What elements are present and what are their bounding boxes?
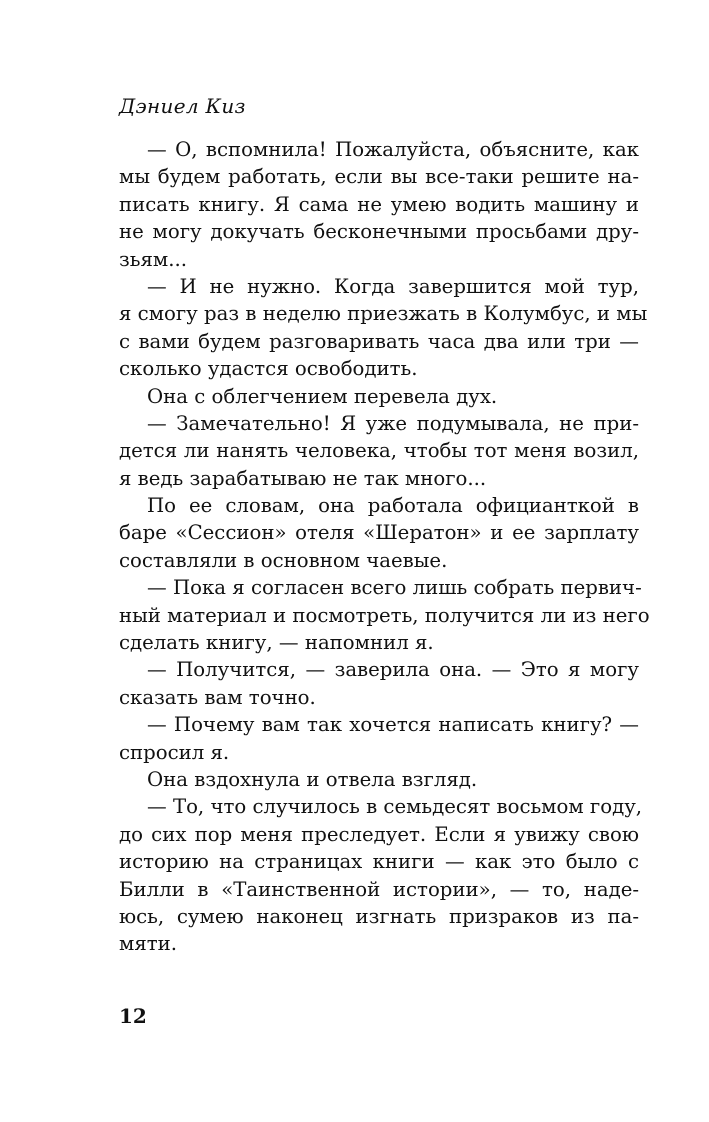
text-line: ный материал и посмотреть, получится ли из него	[119, 603, 650, 627]
text-line: — Замечательно! Я уже подумывала, не при-	[147, 411, 639, 435]
body-text	[119, 136, 650, 958]
text-line: — О, вспомнила! Пожалуйста, объясните, как	[147, 138, 639, 161]
text-line: — Получится, — заверила она. — Это я могу	[147, 658, 639, 682]
text-line: писать книгу. Я сама не умею водить машину и	[119, 192, 639, 216]
text-line: с вами будем разговаривать часа два или три —	[119, 329, 639, 353]
text-line: спросил я.	[119, 740, 230, 764]
text-line: я смогу раз в неделю приезжать в Колумбус, и мы	[119, 302, 648, 326]
text-line: Она вздохнула и отвела взгляд.	[147, 767, 478, 791]
text-line: сколько удастся освободить.	[119, 357, 418, 381]
text-line: юсь, сумею наконец изгнать призраков из па-	[119, 904, 639, 928]
text-line: историю на страницах книги — как это было с	[119, 850, 639, 874]
text-line: дется ли нанять человека, чтобы тот меня возил,	[119, 439, 639, 463]
running-head-author: Дэниел Киз	[119, 94, 246, 118]
text-line: мяти.	[119, 932, 178, 956]
text-line: баре «Сессион» отеля «Шератон» и ее зарплату	[119, 521, 639, 545]
text-line: — И не нужно. Когда завершится мой тур,	[147, 274, 639, 298]
text-line: я ведь зарабатываю не так много...	[119, 466, 487, 490]
text-line: Билли в «Таинственной истории», — то, наде-	[119, 877, 639, 901]
text-line: — Пока я согласен всего лишь собрать первич-	[147, 576, 642, 600]
text-line: Она с облегчением перевела дух.	[147, 384, 498, 408]
text-line: мы будем работать, если вы все-таки решите на-	[119, 165, 639, 189]
text-line: — То, что случилось в семьдесят восьмом году,	[147, 795, 643, 819]
text-line: сказать вам точно.	[119, 685, 316, 709]
text-line: — Почему вам так хочется написать книгу? —	[147, 713, 639, 737]
text-line: не могу докучать бесконечными просьбами дру-	[119, 220, 639, 244]
text-line: По ее словам, она работала официанткой в	[147, 494, 639, 518]
text-line: составляли в основном чаевые.	[119, 548, 448, 572]
text-line: сделать книгу, — напомнил я.	[119, 631, 434, 655]
text-line: до сих пор меня преследует. Если я увижу свою	[119, 822, 639, 846]
page-number: 12	[119, 1004, 147, 1028]
text-line: зьям...	[119, 247, 187, 271]
